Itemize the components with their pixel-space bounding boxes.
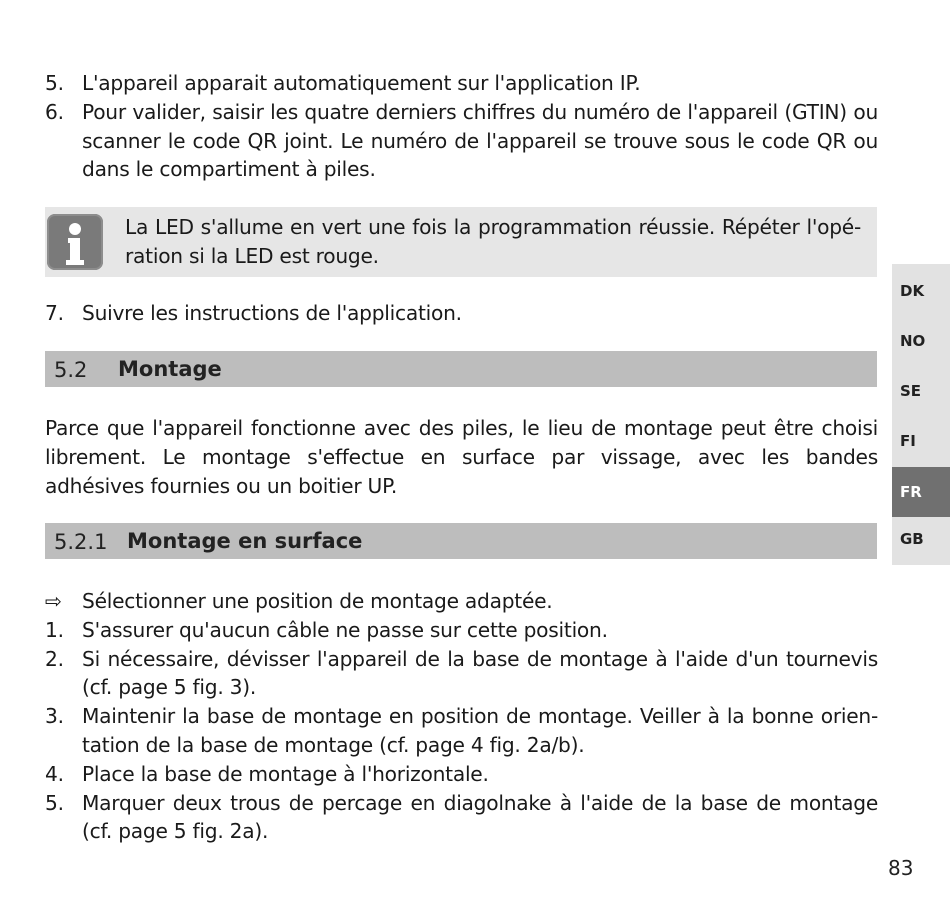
info-icon xyxy=(47,214,103,270)
tab-fi[interactable]: FI xyxy=(900,432,916,450)
list-item xyxy=(45,299,878,328)
tab-se[interactable]: SE xyxy=(900,382,922,400)
tab-dk[interactable]: DK xyxy=(900,282,925,300)
list-item xyxy=(45,98,878,184)
list-number: 7. xyxy=(45,301,64,325)
section-number: 5.2 xyxy=(54,358,88,382)
steps-list-mounting xyxy=(45,587,878,846)
list-text: Suivre les instructions de l'application. xyxy=(82,301,462,325)
section-heading-5-2 xyxy=(45,351,877,387)
list-item xyxy=(45,587,878,616)
list-number: 1. xyxy=(45,617,64,642)
list-item xyxy=(45,69,878,98)
list-text: Si nécessaire, dévisser l'appareil de la base de montage à l'aide d'un tournevis (cf. page 5 fig. 3). xyxy=(82,646,878,700)
list-item xyxy=(45,616,878,645)
list-text: Maintenir la base de montage en position de montage. Veiller à la bonne orien-tation de la base de montage (cf. page 4 fig. 2a/b). xyxy=(82,704,878,757)
language-tabs xyxy=(892,264,950,565)
section-number: 5.2.1 xyxy=(54,530,108,554)
body-paragraph: Parce que l'appareil fonctionne avec des piles, le lieu de montage peut être choisi librement. Le montage s'effectue en surface par vissage, avec les bandes adhésives fournies ou un boitier UP. xyxy=(45,416,878,498)
list-number: 3. xyxy=(45,704,64,729)
list-item xyxy=(45,760,878,789)
list-text: S'assurer qu'aucun câble ne passe sur cette position. xyxy=(82,617,608,642)
list-item xyxy=(45,702,878,760)
section-title: Montage en surface xyxy=(127,529,363,553)
list-number: 2. xyxy=(45,646,64,671)
list-item xyxy=(45,645,878,703)
list-number: 6. xyxy=(45,99,64,124)
tab-gb[interactable]: GB xyxy=(900,530,924,548)
list-text: Pour valider, saisir les quatre derniers chiffres du numéro de l'appareil (GTIN) ou scanner le code QR joint. Le numéro de l'appareil se trouve sous le code QR ou dans le compartiment à piles. xyxy=(82,99,878,182)
info-note xyxy=(45,207,877,277)
page-number: 83 xyxy=(888,856,914,880)
tab-fr[interactable]: FR xyxy=(892,467,950,517)
list-text: Marquer deux trous de percage en diagolnake à l'aide de la base de montage (cf. page 5 fig. 2a). xyxy=(82,790,878,844)
info-text: La LED s'allume en vert une fois la programmation réussie. Répéter l'opé-ration si la LED est rouge. xyxy=(125,215,861,268)
section-title: Montage xyxy=(118,357,222,381)
list-number: 5. xyxy=(45,790,64,815)
arrow-icon: ⇨ xyxy=(45,589,62,613)
list-text: Sélectionner une position de montage adaptée. xyxy=(82,589,553,613)
list-item xyxy=(45,789,878,847)
steps-list-top xyxy=(45,69,878,184)
section-heading-5-2-1 xyxy=(45,523,877,559)
tab-no[interactable]: NO xyxy=(900,332,926,350)
list-text: L'appareil apparait automatiquement sur l'application IP. xyxy=(82,71,641,95)
list-number: 4. xyxy=(45,761,64,786)
list-text: Place la base de montage à l'horizontale. xyxy=(82,761,489,786)
steps-list-step7 xyxy=(45,299,878,328)
list-number: 5. xyxy=(45,71,64,95)
